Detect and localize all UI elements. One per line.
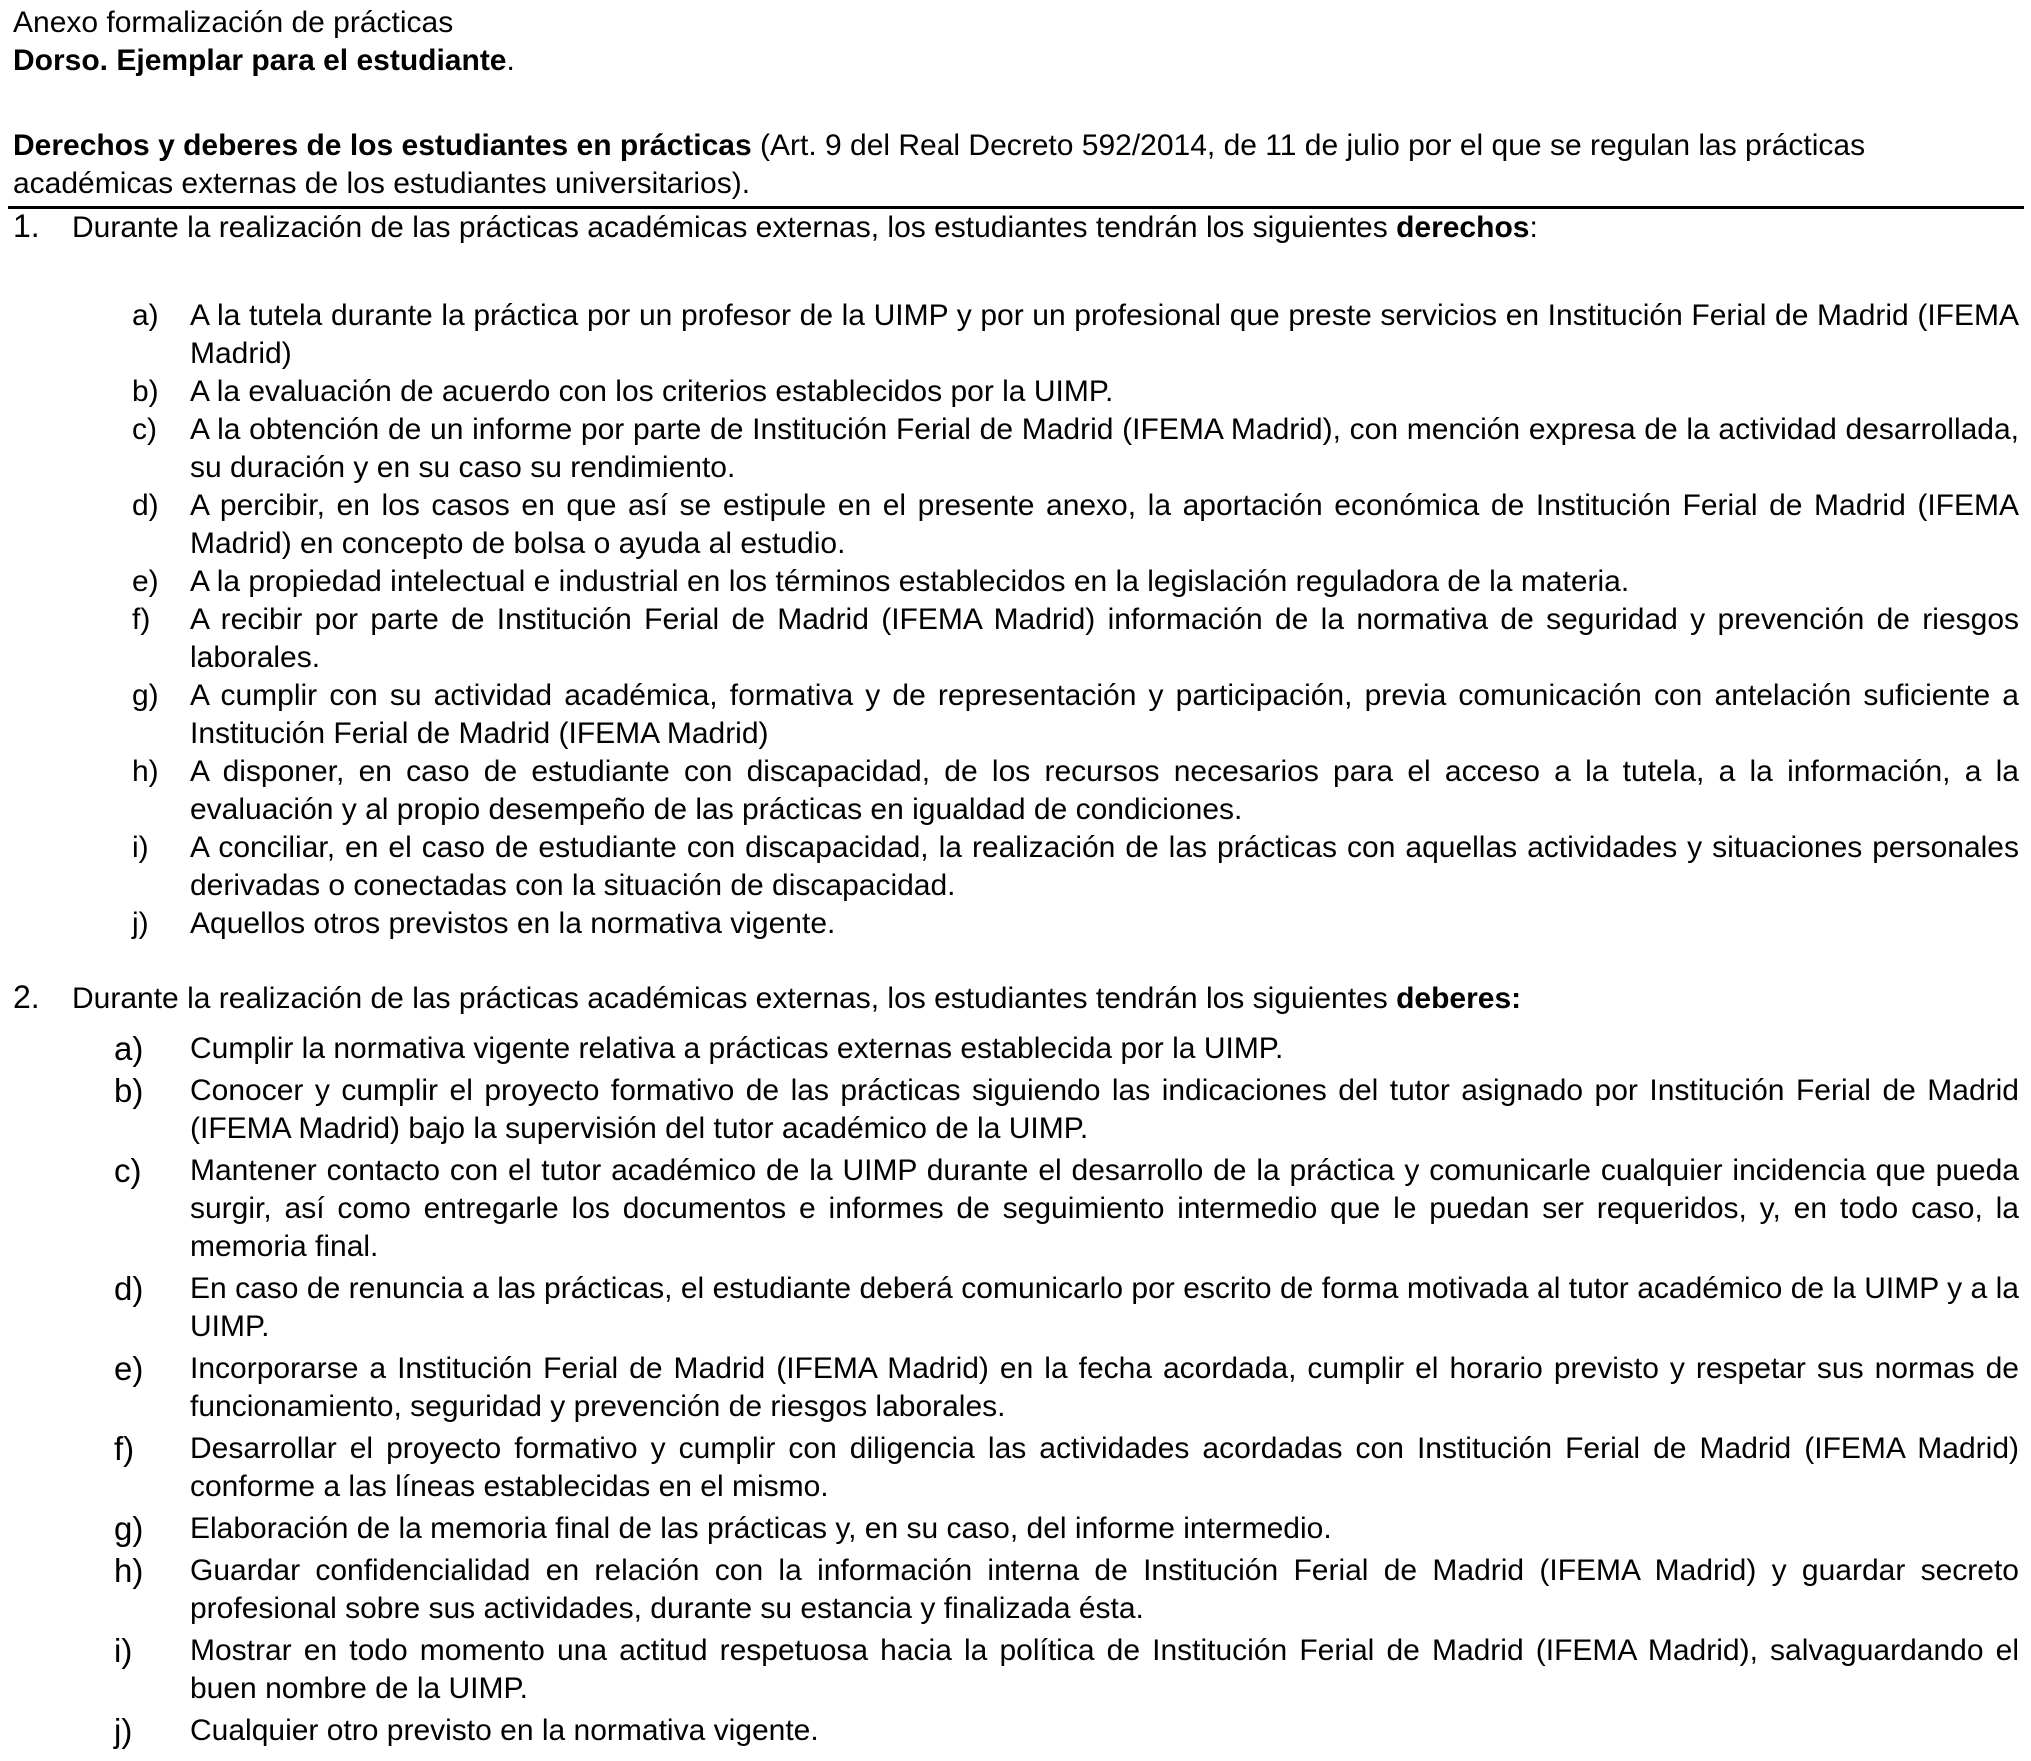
item-letter: h) (114, 1552, 144, 1589)
list-item (0, 1510, 2031, 1548)
section-heading-bold: deberes: (1396, 982, 1522, 1015)
item-text: Mantener contacto con el tutor académico de la UIMP durante el desarrollo de la práctica y comunicarle cualquier incidencia que pueda surgir, así como entregarle los documentos e informes de seguimiento intermedio que le puedan ser requeridos, y, en todo caso, la memoria final. (190, 1154, 2019, 1263)
item-letter: e) (114, 1350, 144, 1387)
copy-label (13, 42, 515, 80)
item-letter: d) (132, 489, 159, 522)
section-heading-text: Durante la realización de las prácticas académicas externas, los estudiantes tendrán los siguientes (72, 211, 1397, 244)
intro-paragraph (13, 127, 2008, 203)
item-text: En caso de renuncia a las prácticas, el estudiante deberá comunicarlo por escrito de forma motivada al tutor académico de la UIMP y a la UIMP. (190, 1272, 2019, 1343)
copy-label-bold: Dorso. Ejemplar para el estudiante (13, 44, 507, 77)
item-letter: g) (114, 1510, 144, 1547)
item-text: Cualquier otro previsto en la normativa vigente. (190, 1714, 819, 1747)
item-text: Cumplir la normativa vigente relativa a prácticas externas establecida por la UIMP. (190, 1032, 1284, 1065)
item-letter: c) (132, 413, 157, 446)
item-text: A conciliar, en el caso de estudiante con discapacidad, la realización de las prácticas con aquellas actividades y situaciones personales derivadas o conectadas con la situación de discapacidad. (190, 831, 2019, 902)
list-item (0, 563, 2031, 601)
list-item (0, 753, 2031, 829)
section-heading-bold: derechos (1396, 211, 1530, 244)
section-number: 2. (13, 979, 40, 1015)
section-duties-heading (13, 978, 2023, 1018)
item-letter: j) (114, 1712, 133, 1749)
item-text: Elaboración de la memoria final de las prácticas y, en su caso, del informe intermedio. (190, 1512, 1332, 1545)
item-letter: g) (132, 679, 159, 712)
annex-title-text: Anexo formalización de prácticas (13, 6, 454, 39)
item-letter: e) (132, 565, 159, 598)
list-item (0, 1430, 2031, 1506)
list-item (0, 1152, 2031, 1266)
list-item (0, 1030, 2031, 1068)
item-letter: f) (114, 1430, 135, 1467)
list-item (0, 905, 2031, 943)
section-rights-heading (13, 207, 2023, 247)
item-letter: i) (114, 1632, 133, 1669)
section-number: 1. (13, 208, 40, 244)
list-item (0, 1712, 2031, 1750)
rights-list (0, 297, 2031, 943)
item-letter: h) (132, 755, 159, 788)
item-text: Mostrar en todo momento una actitud respetuosa hacia la política de Institución Ferial de Madrid (IFEMA Madrid), salvaguardando el buen nombre de la UIMP. (190, 1634, 2019, 1705)
list-item (0, 1632, 2031, 1708)
item-letter: c) (114, 1152, 142, 1189)
item-text: Conocer y cumplir el proyecto formativo de las prácticas siguiendo las indicaciones del tutor asignado por Institución Ferial de Madrid (IFEMA Madrid) bajo la supervisión del tutor académico de la UIMP. (190, 1074, 2019, 1145)
section-heading-text: Durante la realización de las prácticas académicas externas, los estudiantes tendrán los siguientes (72, 982, 1397, 1015)
list-item (0, 1072, 2031, 1148)
section-heading-tail: : (1529, 211, 1538, 244)
item-text: Desarrollar el proyecto formativo y cumplir con diligencia las actividades acordadas con Institución Ferial de Madrid (IFEMA Madrid) conforme a las líneas establecidas en el mismo. (190, 1432, 2019, 1503)
item-text: A recibir por parte de Institución Ferial de Madrid (IFEMA Madrid) información de la normativa de seguridad y prevención de riesgos laborales. (190, 603, 2019, 674)
item-letter: a) (114, 1030, 144, 1067)
list-item (0, 1552, 2031, 1628)
item-text: Aquellos otros previstos en la normativa vigente. (190, 907, 836, 940)
list-item (0, 297, 2031, 373)
item-letter: a) (132, 299, 159, 332)
list-item (0, 677, 2031, 753)
copy-label-tail: . (506, 44, 515, 77)
list-item (0, 601, 2031, 677)
item-text: Guardar confidencialidad en relación con la información interna de Institución Ferial de Madrid (IFEMA Madrid) y guardar secreto profesional sobre sus actividades, durante su estancia y finalizada ésta. (190, 1554, 2019, 1625)
list-item (0, 1350, 2031, 1426)
item-text: A la evaluación de acuerdo con los criterios establecidos por la UIMP. (190, 375, 1114, 408)
item-letter: b) (132, 375, 159, 408)
item-text: A la tutela durante la práctica por un profesor de la UIMP y por un profesional que preste servicios en Institución Ferial de Madrid (IFEMA Madrid) (190, 299, 2019, 370)
duties-list (0, 1030, 2031, 1754)
list-item (0, 411, 2031, 487)
item-letter: j) (132, 907, 149, 940)
item-text: Incorporarse a Institución Ferial de Madrid (IFEMA Madrid) en la fecha acordada, cumplir el horario previsto y respetar sus normas de funcionamiento, seguridad y prevención de riesgos laborales. (190, 1352, 2019, 1423)
item-letter: f) (132, 603, 151, 636)
item-text: A la obtención de un informe por parte de Institución Ferial de Madrid (IFEMA Madrid), con mención expresa de la actividad desarrollada, su duración y en su caso su rendimiento. (190, 413, 2019, 484)
item-letter: d) (114, 1270, 144, 1307)
item-text: A cumplir con su actividad académica, formativa y de representación y participación, previa comunicación con antelación suficiente a Institución Ferial de Madrid (IFEMA Madrid) (190, 679, 2019, 750)
item-text: A la propiedad intelectual e industrial en los términos establecidos en la legislación reguladora de la materia. (190, 565, 1630, 598)
intro-text: (Art. 9 del Real Decreto 592/2014, de 11 de julio por el que se regulan las prácticas académicas externas de los estudiantes universitarios). (13, 129, 1866, 200)
item-letter: b) (114, 1072, 144, 1109)
list-item (0, 829, 2031, 905)
intro-heading: Derechos y deberes de los estudiantes en prácticas (13, 129, 752, 162)
annex-title (13, 4, 453, 42)
item-letter: i) (132, 831, 149, 864)
list-item (0, 373, 2031, 411)
item-text: A disponer, en caso de estudiante con discapacidad, de los recursos necesarios para el acceso a la tutela, a la información, a la evaluación y al propio desempeño de las prácticas en igualdad de condiciones. (190, 755, 2019, 826)
list-item (0, 1270, 2031, 1346)
item-text: A percibir, en los casos en que así se estipule en el presente anexo, la aportación económica de Institución Ferial de Madrid (IFEMA Madrid) en concepto de bolsa o ayuda al estudio. (190, 489, 2019, 560)
list-item (0, 487, 2031, 563)
